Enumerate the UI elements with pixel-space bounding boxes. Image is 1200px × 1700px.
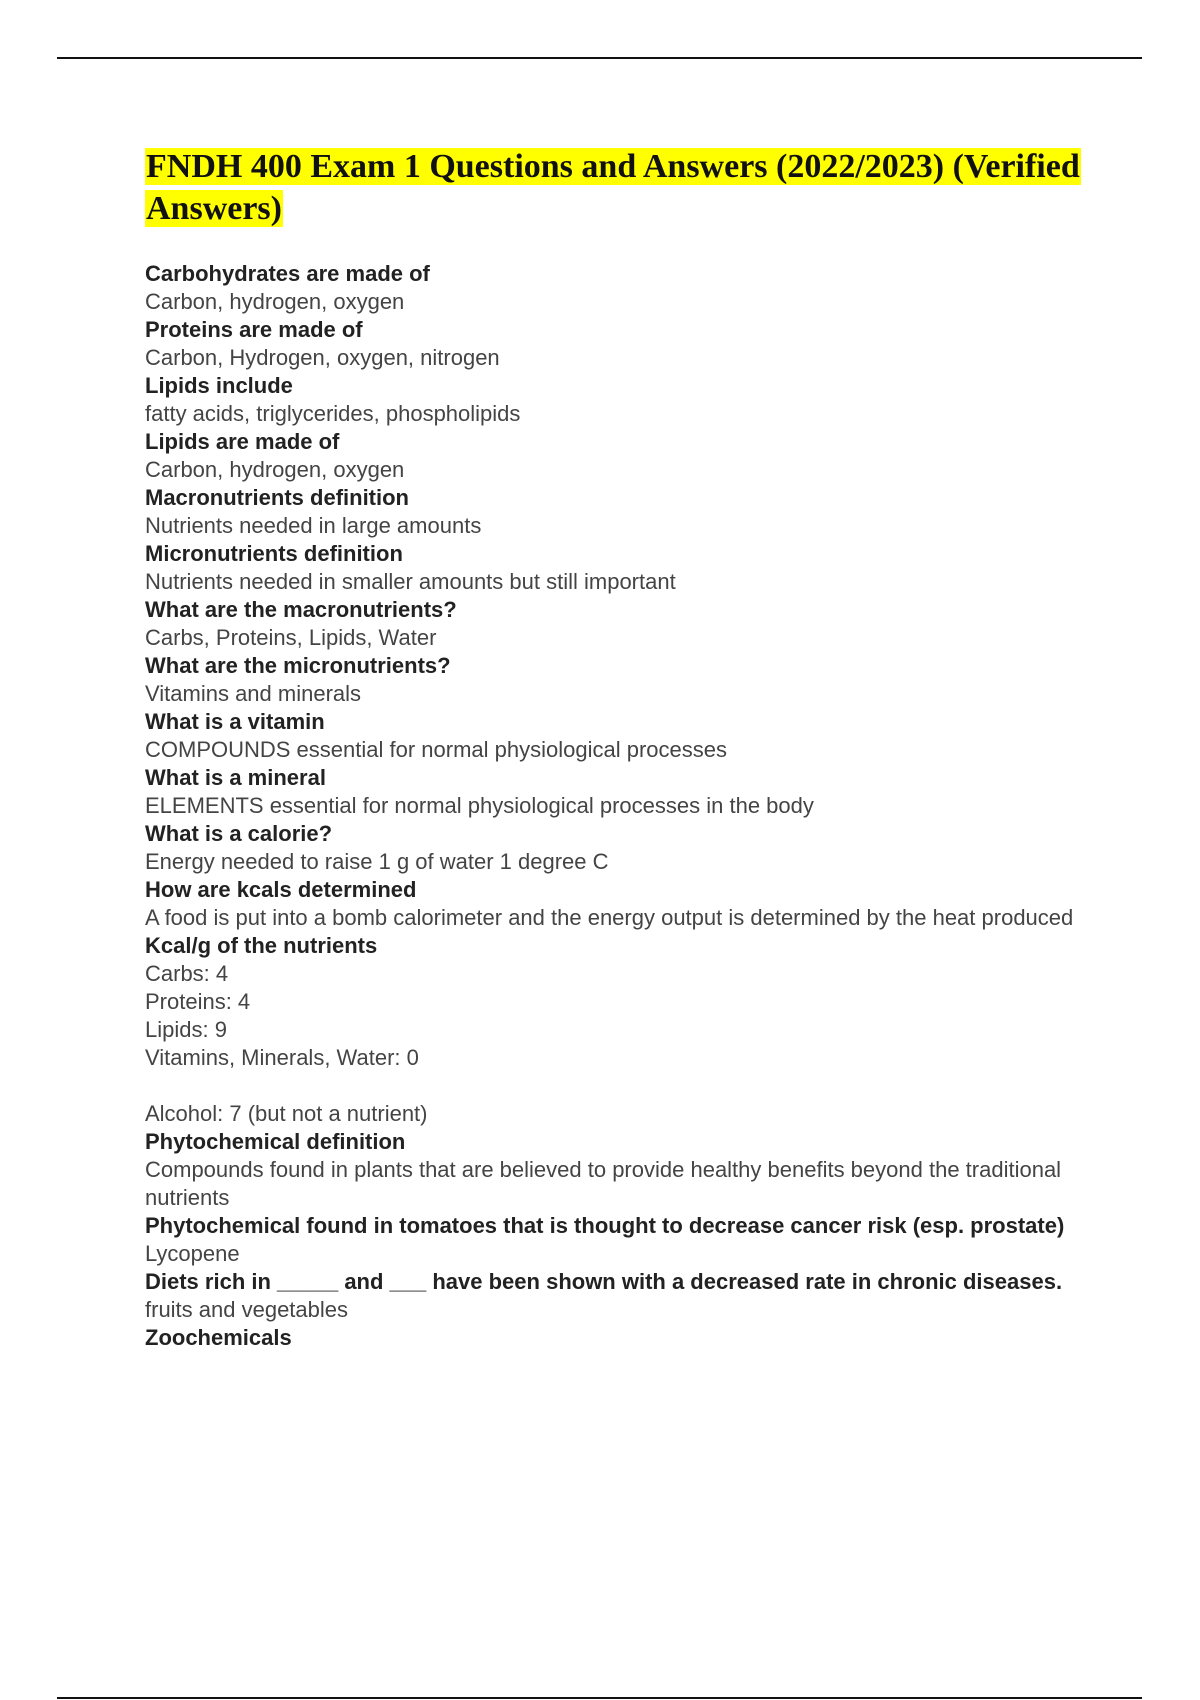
question-text: What is a calorie? bbox=[145, 821, 333, 846]
qa-item bbox=[145, 932, 1085, 1128]
qa-item bbox=[145, 1268, 1085, 1324]
question-text: Lipids are made of bbox=[145, 429, 340, 454]
answer-text: Compounds found in plants that are believed to provide healthy benefits beyond the traditional nutrients bbox=[145, 1157, 1062, 1210]
answer-text: Nutrients needed in smaller amounts but still important bbox=[145, 569, 676, 594]
question-text: Phytochemical found in tomatoes that is thought to decrease cancer risk (esp. prostate) bbox=[145, 1213, 1065, 1238]
bottom-rule bbox=[57, 1697, 1142, 1699]
qa-item bbox=[145, 596, 1085, 652]
answer-text: Proteins: 4 bbox=[145, 989, 251, 1014]
qa-item bbox=[145, 1128, 1085, 1212]
question-text: Proteins are made of bbox=[145, 317, 363, 342]
qa-item bbox=[145, 316, 1085, 372]
answer-text: ELEMENTS essential for normal physiological processes in the body bbox=[145, 793, 814, 818]
answer-text: Carbon, Hydrogen, oxygen, nitrogen bbox=[145, 345, 500, 370]
qa-item bbox=[145, 764, 1085, 820]
question-text: Micronutrients definition bbox=[145, 541, 403, 566]
question-text: Kcal/g of the nutrients bbox=[145, 933, 378, 958]
question-text: What is a vitamin bbox=[145, 709, 325, 734]
question-text: Diets rich in _____ and ___ have been shown with a decreased rate in chronic diseases. bbox=[145, 1269, 1063, 1294]
qa-list bbox=[145, 260, 1085, 1352]
top-rule bbox=[57, 57, 1142, 59]
qa-item bbox=[145, 484, 1085, 540]
question-text: How are kcals determined bbox=[145, 877, 417, 902]
qa-item bbox=[145, 260, 1085, 316]
answer-text: Carbs: 4 bbox=[145, 961, 229, 986]
answer-text: Vitamins and minerals bbox=[145, 681, 362, 706]
question-text: Zoochemicals bbox=[145, 1325, 292, 1350]
answer-text: Carbs, Proteins, Lipids, Water bbox=[145, 625, 437, 650]
qa-item bbox=[145, 1324, 1085, 1352]
qa-item bbox=[145, 652, 1085, 708]
question-text: What is a mineral bbox=[145, 765, 326, 790]
answer-text: Lipids: 9 bbox=[145, 1017, 227, 1042]
answer-text: fruits and vegetables bbox=[145, 1297, 349, 1322]
answer-text: fatty acids, triglycerides, phospholipids bbox=[145, 401, 521, 426]
qa-item bbox=[145, 540, 1085, 596]
answer-text: Nutrients needed in large amounts bbox=[145, 513, 482, 538]
qa-item bbox=[145, 428, 1085, 484]
qa-item bbox=[145, 372, 1085, 428]
answer-text: Carbon, hydrogen, oxygen bbox=[145, 289, 405, 314]
question-text: Phytochemical definition bbox=[145, 1129, 406, 1154]
answer-text: Vitamins, Minerals, Water: 0 bbox=[145, 1045, 419, 1070]
qa-item bbox=[145, 1212, 1085, 1268]
document-title: FNDH 400 Exam 1 Questions and Answers (2022/2023) (Verified Answers) bbox=[146, 148, 1080, 227]
question-text: Macronutrients definition bbox=[145, 485, 409, 510]
answer-text: Alcohol: 7 (but not a nutrient) bbox=[145, 1101, 428, 1126]
blank-line bbox=[145, 1072, 1085, 1100]
qa-item bbox=[145, 708, 1085, 764]
answer-text: COMPOUNDS essential for normal physiological processes bbox=[145, 737, 727, 762]
qa-item bbox=[145, 876, 1085, 932]
answer-text: A food is put into a bomb calorimeter and the energy output is determined by the heat produced bbox=[145, 905, 1074, 930]
answer-text: Lycopene bbox=[145, 1241, 240, 1266]
question-text: Lipids include bbox=[145, 373, 293, 398]
answer-text: Energy needed to raise 1 g of water 1 degree C bbox=[145, 849, 609, 874]
answer-text: Carbon, hydrogen, oxygen bbox=[145, 457, 405, 482]
question-text: What are the macronutrients? bbox=[145, 597, 457, 622]
qa-item bbox=[145, 820, 1085, 876]
question-text: What are the micronutrients? bbox=[145, 653, 451, 678]
document-body bbox=[145, 146, 1085, 1352]
question-text: Carbohydrates are made of bbox=[145, 261, 430, 286]
